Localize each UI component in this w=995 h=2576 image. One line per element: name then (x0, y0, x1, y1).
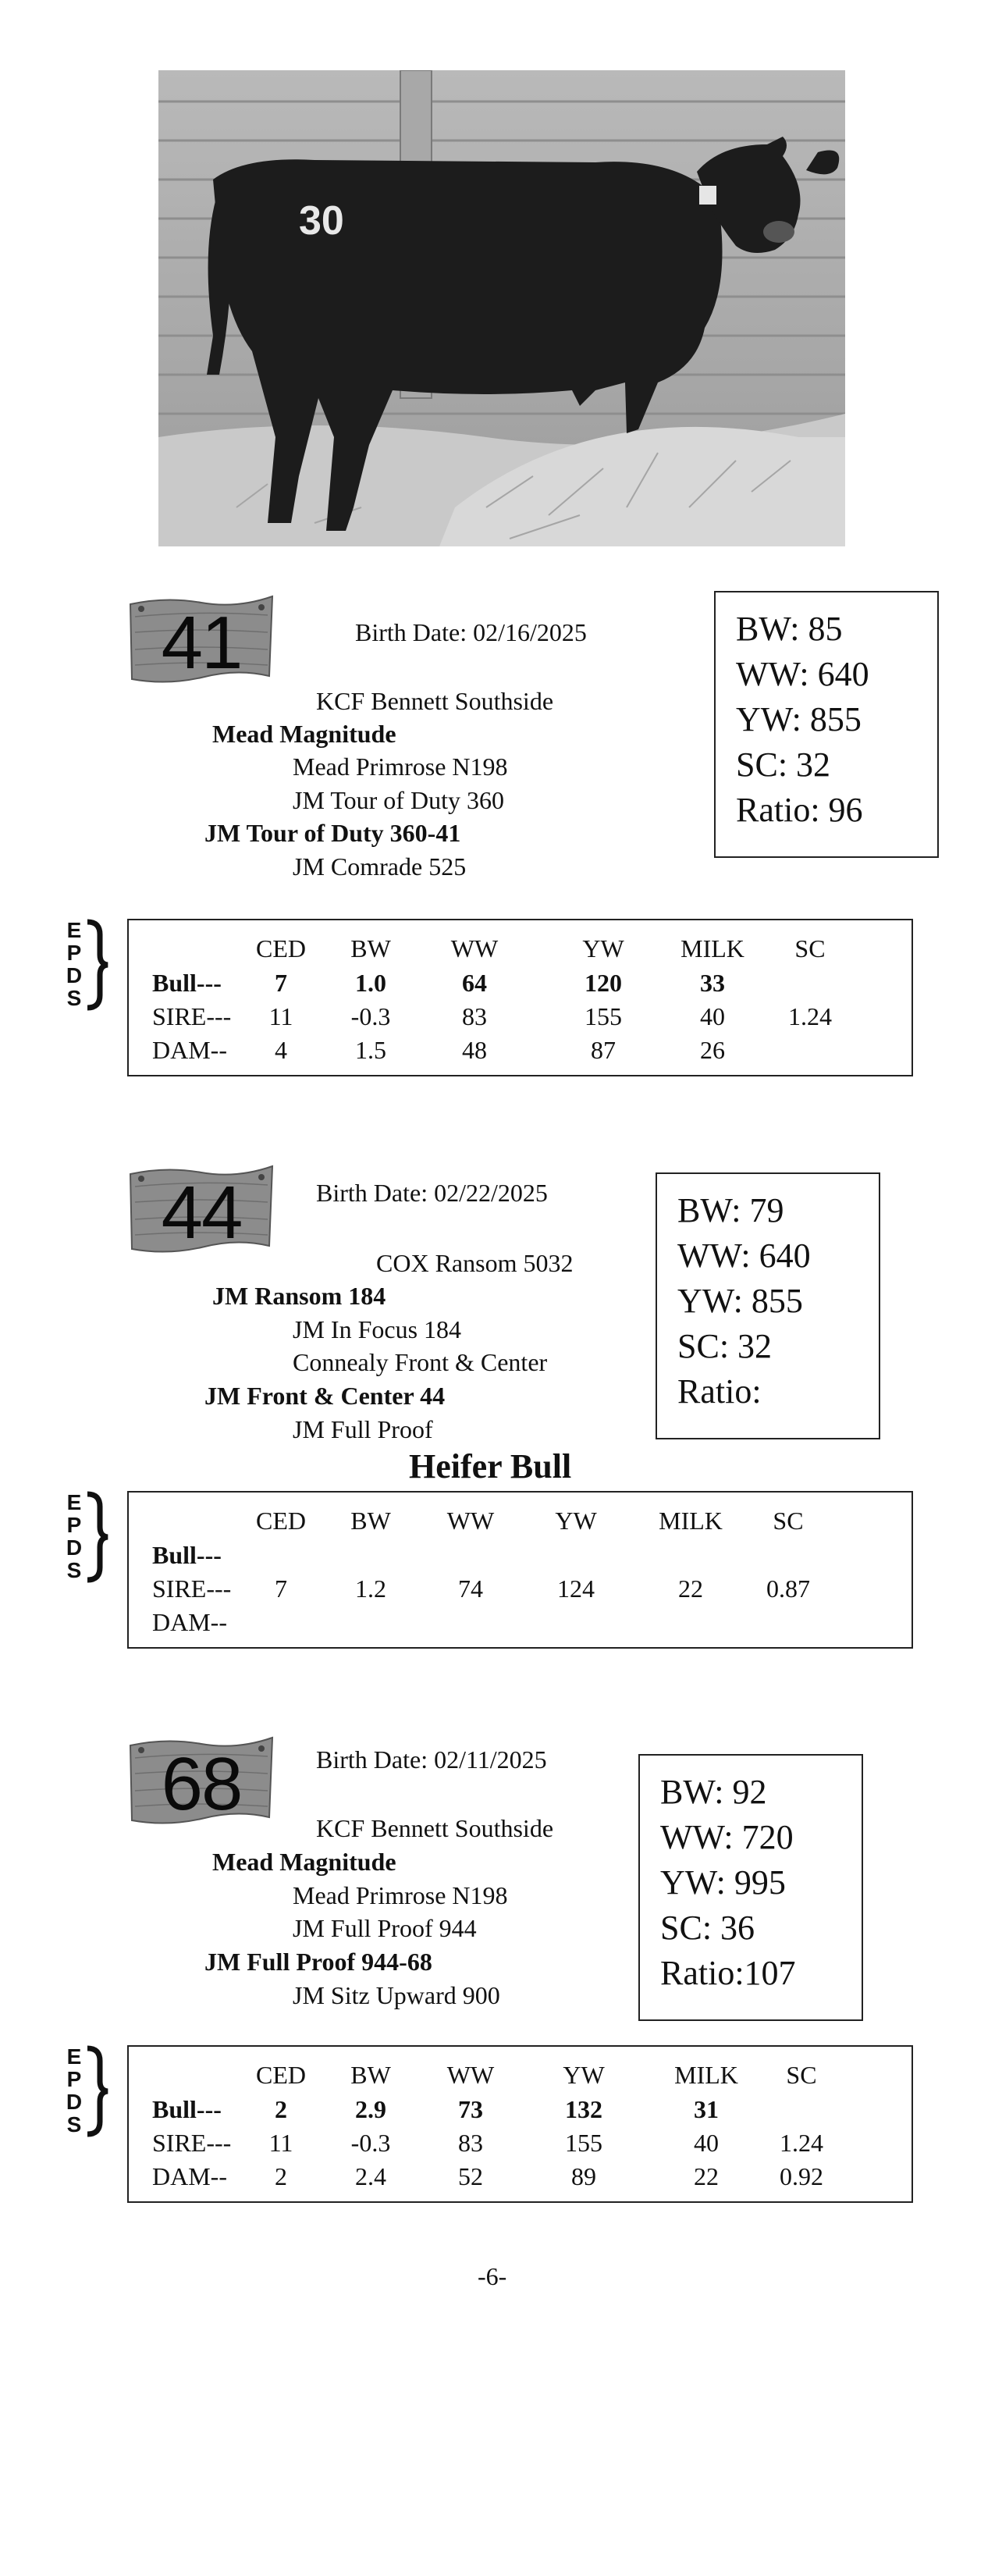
brace-icon (83, 1491, 111, 1583)
epd-cell: 83 (462, 1002, 487, 1030)
stat-yw: YW: 995 (660, 1863, 786, 1902)
epd-row-label: Bull--- (152, 2095, 222, 2123)
epd-cell: 0.92 (780, 2162, 823, 2190)
epd-header-row (129, 1503, 911, 1538)
epd-cell: 52 (458, 2162, 483, 2190)
pedigree-sire-sire: COX Ransom 5032 (376, 1249, 574, 1277)
epd-header: SC (794, 934, 826, 962)
pedigree-sire-dam: Mead Primrose N198 (293, 753, 508, 781)
pedigree-dam-sire: Connealy Front & Center (293, 1348, 548, 1376)
epd-cell: 33 (700, 969, 725, 997)
epd-cell: 4 (275, 1036, 287, 1064)
epd-table (127, 2045, 913, 2203)
epd-cell: -0.3 (350, 2129, 391, 2157)
epd-row-label: DAM-- (152, 2162, 227, 2190)
epd-row-label: SIRE--- (152, 2129, 232, 2157)
epd-row-sire (129, 2126, 911, 2160)
lot-number-plaque (127, 1163, 275, 1257)
birth-date: Birth Date: 02/22/2025 (316, 1179, 548, 1207)
stat-ww: WW: 720 (660, 1818, 794, 1856)
epd-header: YW (563, 2061, 605, 2089)
pedigree-dam-dam: JM Full Proof (293, 1415, 433, 1443)
epd-cell: 1.2 (355, 1574, 386, 1603)
epd-cell: 7 (275, 1574, 287, 1603)
stat-sc: SC: 32 (736, 745, 831, 784)
epd-cell: 124 (557, 1574, 595, 1603)
performance-stats-box (638, 1754, 863, 2021)
pedigree-sire-sire: KCF Bennett Southside (316, 1814, 554, 1842)
epd-cell: 74 (458, 1574, 483, 1603)
epd-header: WW (446, 1507, 495, 1535)
birth-date: Birth Date: 02/16/2025 (355, 618, 587, 646)
pedigree-bull-name: JM Front & Center 44 (204, 1382, 446, 1410)
bull-photo (158, 70, 845, 546)
stat-sc: SC: 32 (677, 1327, 773, 1365)
svg-text:30: 30 (299, 198, 344, 244)
epd-header: CED (256, 2061, 306, 2089)
lot-number-plaque (127, 593, 275, 687)
epd-cell: 31 (694, 2095, 719, 2123)
epd-cell: 48 (462, 1036, 487, 1064)
epd-cell: 132 (565, 2095, 602, 2123)
stat-ww: WW: 640 (736, 655, 869, 693)
epd-cell: 7 (275, 969, 287, 997)
epd-cell: 22 (678, 1574, 703, 1603)
epd-row-dam (129, 2159, 911, 2194)
pedigree-dam-sire: JM Full Proof 944 (293, 1914, 477, 1942)
epd-cell: 1.5 (355, 1036, 386, 1064)
epd-cell: 87 (591, 1036, 616, 1064)
epds-label (61, 919, 108, 1012)
epd-cell: 2 (275, 2162, 287, 2190)
pedigree-sire-dam: Mead Primrose N198 (293, 1881, 508, 1909)
page-number: -6- (478, 2262, 507, 2290)
epd-cell: 2 (275, 2095, 287, 2123)
epd-cell: 2.9 (355, 2095, 386, 2123)
stat-yw: YW: 855 (677, 1282, 803, 1320)
performance-stats-box (714, 591, 939, 858)
pedigree-dam-dam: JM Comrade 525 (293, 852, 467, 881)
stat-bw: BW: 85 (736, 610, 843, 648)
epd-cell: 11 (268, 2129, 293, 2157)
epd-header: WW (450, 934, 499, 962)
epd-cell: 1.24 (780, 2129, 823, 2157)
epd-header: MILK (681, 934, 744, 962)
epd-row-dam (129, 1605, 911, 1639)
epd-row-sire (129, 999, 911, 1034)
epd-cell: 2.4 (355, 2162, 386, 2190)
epds-letters: E P D S (66, 1490, 83, 1582)
epd-row-label: SIRE--- (152, 1574, 232, 1603)
epd-cell: 73 (458, 2095, 483, 2123)
epd-row-sire (129, 1571, 911, 1606)
epd-header: WW (446, 2061, 495, 2089)
pedigree-dam-sire: JM Tour of Duty 360 (293, 786, 504, 814)
epds-letters: E P D S (66, 2044, 83, 2137)
epd-cell: 1.24 (788, 1002, 832, 1030)
epd-cell: 22 (694, 2162, 719, 2190)
stat-bw: BW: 92 (660, 1773, 767, 1811)
epd-row-bull (129, 1538, 911, 1572)
epd-header: BW (350, 934, 391, 962)
stat-bw: BW: 79 (677, 1191, 784, 1229)
epd-row-bull (129, 2092, 911, 2126)
epd-cell: 11 (268, 1002, 293, 1030)
epd-header: SC (773, 1507, 804, 1535)
epd-cell: 40 (694, 2129, 719, 2157)
stat-yw: YW: 855 (736, 700, 862, 738)
lot-number-plaque (127, 1735, 275, 1828)
epds-label (61, 2045, 108, 2139)
lot-number: 68 (161, 1742, 242, 1826)
stat-ratio: Ratio: 96 (736, 791, 863, 829)
brace-icon (83, 919, 111, 1011)
epds-letters: E P D S (66, 918, 83, 1010)
birth-date: Birth Date: 02/11/2025 (316, 1745, 547, 1774)
performance-stats-box (656, 1172, 880, 1439)
pedigree-sire: Mead Magnitude (212, 720, 396, 748)
epds-label (61, 1491, 108, 1585)
epd-header: BW (350, 1507, 391, 1535)
pedigree-bull-name: JM Full Proof 944-68 (204, 1948, 432, 1976)
epd-table (127, 919, 913, 1076)
epd-header: YW (582, 934, 624, 962)
epd-header: SC (786, 2061, 817, 2089)
stat-ratio: Ratio: (677, 1372, 762, 1411)
epd-cell: 1.0 (355, 969, 386, 997)
epd-table (127, 1491, 913, 1649)
epd-row-label: Bull--- (152, 969, 222, 997)
epd-header: MILK (659, 1507, 723, 1535)
epd-cell: 155 (565, 2129, 602, 2157)
epd-row-label: Bull--- (152, 1541, 222, 1569)
lot-number: 41 (161, 601, 242, 685)
epd-row-label: DAM-- (152, 1036, 227, 1064)
epd-row-label: SIRE--- (152, 1002, 232, 1030)
stat-sc: SC: 36 (660, 1909, 755, 1947)
epd-cell: 89 (571, 2162, 596, 2190)
pedigree-sire: Mead Magnitude (212, 1848, 396, 1876)
epd-cell: 83 (458, 2129, 483, 2157)
section-heading: Heifer Bull (409, 1447, 572, 1485)
pedigree-sire: JM Ransom 184 (212, 1282, 386, 1310)
stat-ratio: Ratio:107 (660, 1954, 796, 1992)
epd-cell: 0.87 (766, 1574, 810, 1603)
pedigree-bull-name: JM Tour of Duty 360-41 (204, 819, 461, 847)
epd-header: CED (256, 934, 306, 962)
epd-row-label: DAM-- (152, 1608, 227, 1636)
epd-row-bull (129, 966, 911, 1000)
epd-header: BW (350, 2061, 391, 2089)
epd-cell: 26 (700, 1036, 725, 1064)
pedigree-dam-dam: JM Sitz Upward 900 (293, 1981, 500, 2009)
epd-cell: 40 (700, 1002, 725, 1030)
epd-header: YW (555, 1507, 597, 1535)
epd-cell: 64 (462, 969, 487, 997)
epd-cell: 120 (585, 969, 622, 997)
pedigree-sire-dam: JM In Focus 184 (293, 1315, 462, 1343)
epd-row-dam (129, 1033, 911, 1067)
epd-header: CED (256, 1507, 306, 1535)
epd-header: MILK (674, 2061, 738, 2089)
epd-cell: -0.3 (350, 1002, 391, 1030)
brace-icon (83, 2045, 111, 2137)
epd-cell: 155 (585, 1002, 622, 1030)
pedigree-sire-sire: KCF Bennett Southside (316, 687, 554, 715)
lot-number: 44 (161, 1171, 242, 1254)
epd-header-row (129, 931, 911, 966)
stat-ww: WW: 640 (677, 1236, 811, 1275)
epd-header-row (129, 2058, 911, 2092)
